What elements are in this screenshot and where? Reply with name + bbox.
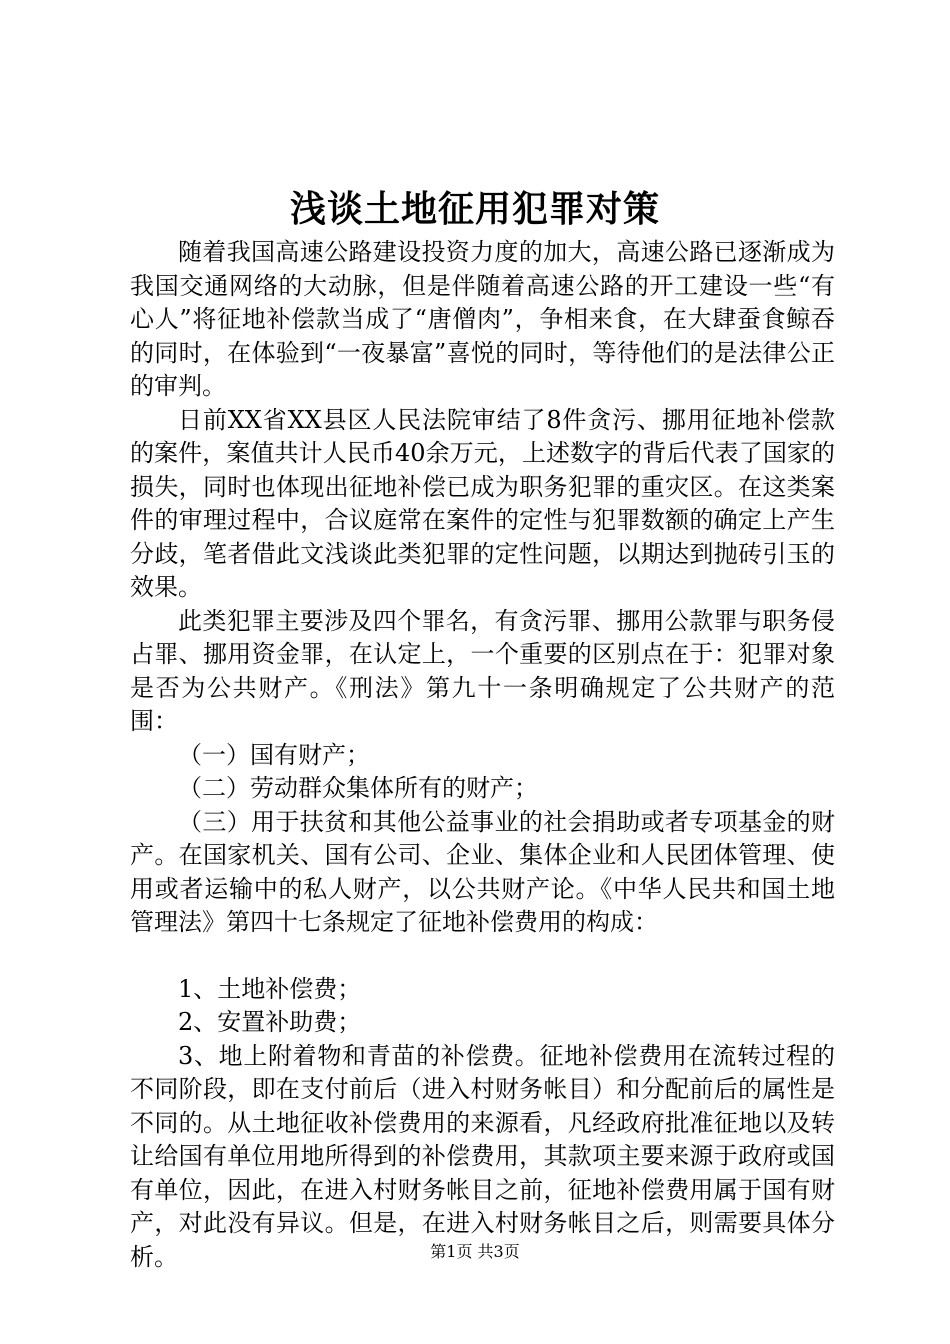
list-item-crop-compensation: 3、地上附着物和青苗的补偿费。征地补偿费用在流转过程的不同阶段，即在支付前后（进入村财务帐目）和分配前后的属性是不同的。从土地征收补偿费用的来源看，凡经政府批准征地以及转让给国有单位用地所得到的补偿费用，其款项主要来源于政府或国有单位，因此，在进入村财务帐目之前，征地补偿费用属于国有财产，对此没有异议。但是，在进入村财务帐目之后，则需要具体分析。 (130, 1041, 835, 1271)
paragraph-intro: 随着我国高速公路建设投资力度的加大，高速公路已逐渐成为我国交通网络的大动脉，但是伴随着高速公路的开工建设一些“有心人”将征地补偿款当成了“唐僧肉”，争相来食，在大肆蚕食鲸吞的同时，在体验到“一夜暴富”喜悦的同时，等待他们的是法律公正的审判。 (130, 238, 835, 400)
list-item-collective-property: （二）劳动群众集体所有的财产； (178, 774, 538, 802)
list-item-state-property: （一）国有财产； (178, 740, 370, 769)
list-item-resettlement-subsidy: 2、安置补助费； (178, 1008, 362, 1036)
document-title: 浅谈土地征用犯罪对策 (289, 188, 660, 230)
paragraph-case-summary: 日前XX省XX县区人民法院审结了8件贪污、挪用征地补偿款的案件，案值共计人民币40余万元，上述数字的背后代表了国家的损失，同时也体现出征地补偿已成为职务犯罪的重灾区。在这类案件的审理过程中，合议庭常在案件的定性与犯罪数额的确定上产生分歧，笔者借此文浅谈此类犯罪的定性问题，以期达到抛砖引玉的效果。 (130, 405, 835, 601)
list-item-donation-property: （三）用于扶贫和其他公益事业的社会捐助或者专项基金的财产。在国家机关、国有公司、企业、集体企业和人民团体管理、使用或者运输中的私人财产，以公共财产论。《中华人民共和国土地管理法》第四十七条规定了征地补偿费用的构成： (130, 807, 835, 936)
page-number-footer: 第1页 共3页 (430, 1242, 520, 1261)
paragraph-crime-types: 此类犯罪主要涉及四个罪名，有贪污罪、挪用公款罪与职务侵占罪、挪用资金罪，在认定上，一个重要的区别点在于：犯罪对象是否为公共财产。《刑法》第九十一条明确规定了公共财产的范围： (130, 606, 835, 735)
list-item-land-compensation: 1、土地补偿费； (178, 974, 362, 1003)
document-body (130, 236, 835, 1274)
